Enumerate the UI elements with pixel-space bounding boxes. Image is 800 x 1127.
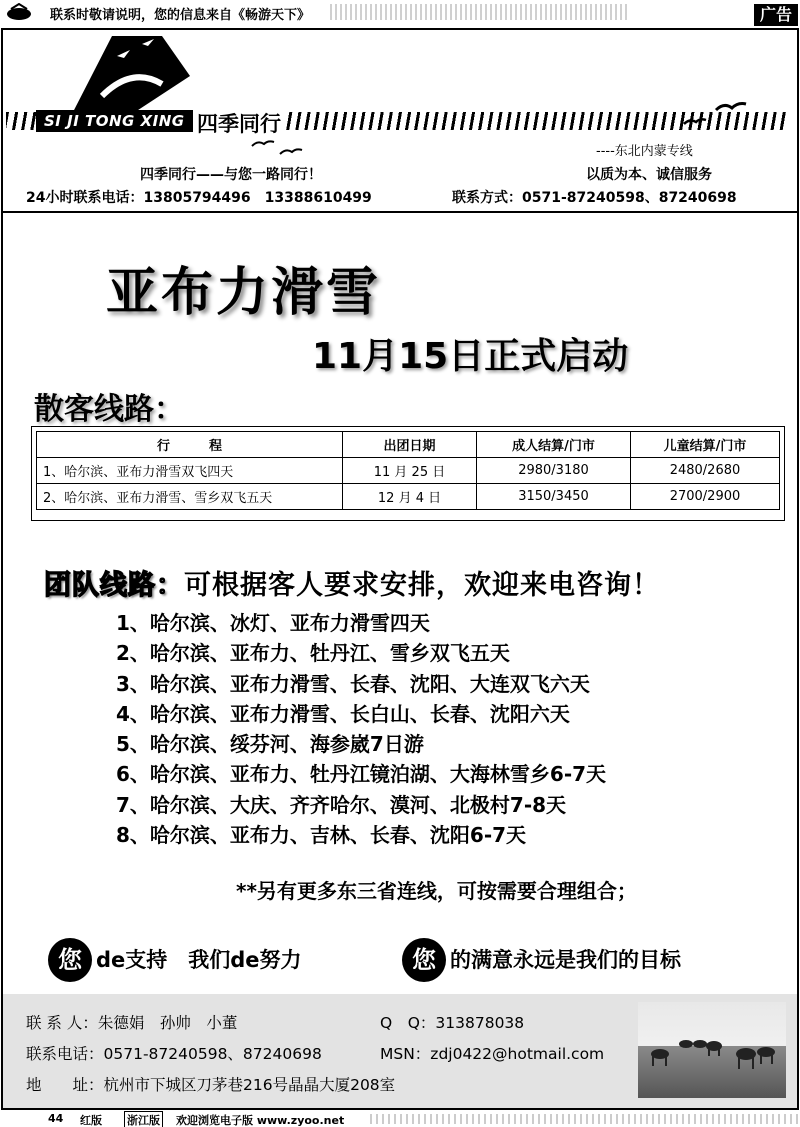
birds-icon	[680, 100, 750, 130]
list-item: 3、哈尔滨、亚布力滑雪、长春、沈阳、大连双飞六天	[116, 671, 590, 696]
route-cell: 1、哈尔滨、亚布力滑雪双飞四天	[37, 458, 343, 484]
list-item: 6、哈尔滨、亚布力、牡丹江镜泊湖、大海林雪乡6-7天	[116, 762, 607, 787]
contact-person: 联 系 人：朱德娟 孙帅 小董	[26, 1014, 238, 1032]
date-cell: 11 月 25 日	[343, 458, 477, 484]
hotline: 24小时联系电话：13805794496 13388610499	[26, 190, 372, 206]
brand-name-en: SI JI TONG XING	[36, 110, 193, 132]
brand-name-cn: 四季同行	[193, 108, 285, 138]
ad-tag: 广告	[754, 4, 798, 26]
group-title-highlight: 团队线路：	[44, 570, 184, 601]
top-pattern	[330, 4, 630, 20]
qq-number: Q Q：313878038	[380, 1014, 525, 1032]
list-item: 1、哈尔滨、冰灯、亚布力滑雪四天	[116, 611, 430, 635]
header-adult-price: 成人结算/门市	[477, 432, 631, 458]
header-child-price: 儿童结算/门市	[631, 432, 780, 458]
date-cell: 12 月 4 日	[343, 484, 477, 510]
header-date: 出团日期	[343, 432, 477, 458]
group-routes-title	[44, 563, 660, 602]
table-header-row	[37, 432, 780, 458]
group-title-rest: 可根据客人要求安排，欢迎来电咨询！	[184, 570, 660, 601]
contact-phone: 联系电话：0571-87240598、87240698	[26, 1045, 322, 1063]
list-item: 7、哈尔滨、大庆、齐齐哈尔、漠河、北极村7-8天	[116, 792, 567, 817]
sub-title: 11月15日正式启动	[312, 336, 629, 377]
child-price-cell: 2700/2900	[631, 484, 780, 510]
price-table-wrapper	[31, 426, 785, 521]
table-row	[37, 458, 780, 484]
route-cell: 2、哈尔滨、亚布力滑雪、雪乡双飞五天	[37, 484, 343, 510]
brand-line: ----东北内蒙专线	[596, 144, 693, 159]
you-badge-right: 您	[402, 938, 446, 982]
satisfaction-text: 的满意永远是我们的目标	[450, 948, 681, 972]
support-text: de支持 我们de努力	[96, 948, 302, 972]
list-item: 5、哈尔滨、绥芬河、海参崴7日游	[116, 732, 424, 757]
contact-way: 联系方式：0571-87240598、87240698	[452, 190, 737, 206]
list-item: 8、哈尔滨、亚布力、吉林、长春、沈阳6-7天	[116, 823, 527, 848]
adult-price-cell: 2980/3180	[477, 458, 631, 484]
small-birds-icon	[250, 138, 310, 158]
page-number: 44	[48, 1112, 64, 1125]
edition-label: 红版	[80, 1114, 102, 1127]
bottom-pattern	[370, 1114, 800, 1124]
more-routes-note: **另有更多东三省连线，可按需要合理组合；	[236, 879, 637, 903]
bottom-strip	[0, 1110, 800, 1127]
price-table	[36, 431, 780, 510]
camel-photo	[638, 1002, 786, 1098]
group-route-list	[116, 608, 606, 850]
header-divider	[3, 211, 797, 213]
you-badge-left: 您	[48, 938, 92, 982]
list-item: 2、哈尔滨、亚布力、牡丹江、雪乡双飞五天	[116, 641, 510, 666]
website-link[interactable]: 欢迎浏览电子版 www.zyoo.net	[176, 1114, 345, 1127]
header-route: 行 程	[37, 432, 343, 458]
top-strip	[0, 0, 800, 26]
list-item: 4、哈尔滨、亚布力滑雪、长白山、长春、沈阳六天	[116, 701, 570, 726]
zhejiang-label: 浙江版	[124, 1111, 163, 1127]
msn-address: MSN：zdj0422@hotmail.com	[380, 1045, 605, 1063]
child-price-cell: 2480/2680	[631, 458, 780, 484]
main-title: 亚布力滑雪	[106, 263, 382, 323]
loose-routes-title: 散客线路：	[34, 392, 184, 427]
brand-logo-icon	[72, 36, 190, 114]
top-notice: 联系时敬请说明，您的信息来自《畅游天下》	[50, 8, 311, 23]
slogan-left: 四季同行——与您一路同行！	[140, 167, 322, 183]
slogan-right: 以质为本、诚信服务	[586, 167, 712, 183]
adult-price-cell: 3150/3450	[477, 484, 631, 510]
street-address: 地 址：杭州市下城区刀茅巷216号晶晶大厦208室	[26, 1076, 396, 1094]
table-row	[37, 484, 780, 510]
mini-logo-icon	[6, 3, 32, 21]
